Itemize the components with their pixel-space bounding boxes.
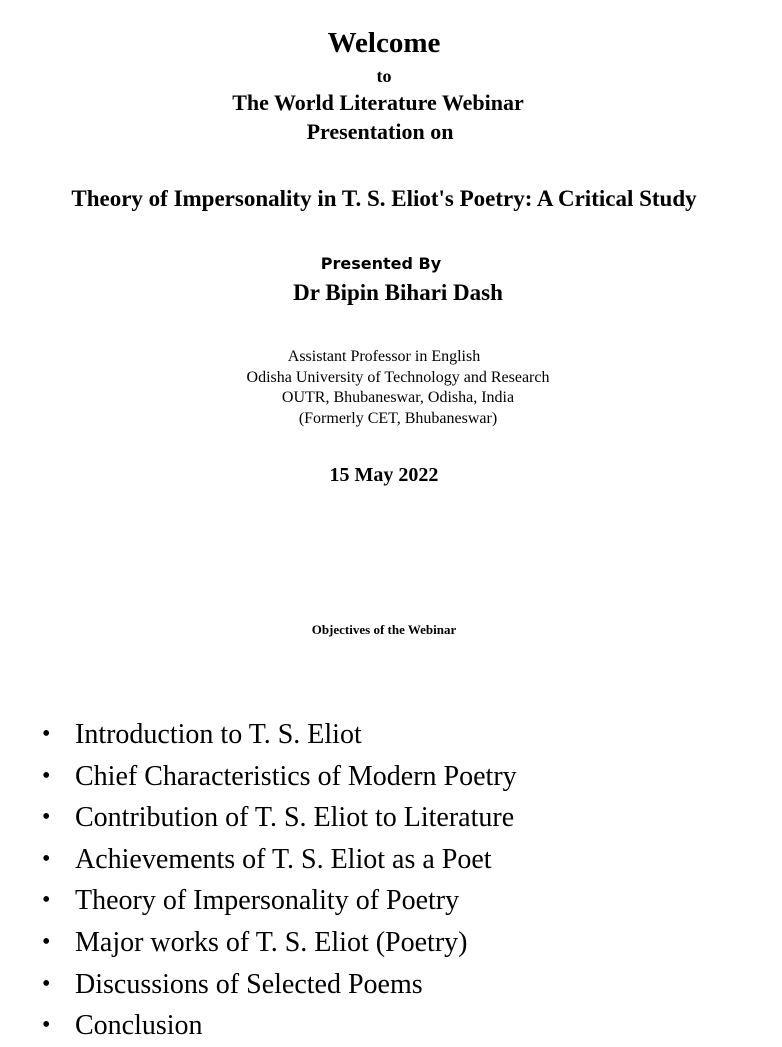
list-item xyxy=(40,839,517,881)
list-item-text: Major works of T. S. Eliot (Poetry) xyxy=(75,926,468,958)
bullet-dot-icon: • xyxy=(42,970,51,997)
list-item xyxy=(40,964,517,1006)
affiliation-university: Odisha University of Technology and Research xyxy=(246,369,550,386)
bullet-dot-icon: • xyxy=(42,887,51,914)
list-item-text: Conclusion xyxy=(75,1010,203,1042)
list-item-text: Discussions of Selected Poems xyxy=(75,968,423,1000)
presenter-name: Dr Bipin Bihari Dash xyxy=(293,280,503,305)
affiliation-location: OUTR, Bhubaneswar, Odisha, India xyxy=(281,389,515,406)
affiliation-position: Assistant Professor in English xyxy=(287,348,481,365)
presentation-title: Theory of Impersonality in T. S. Eliot's Poetry: A Critical Study xyxy=(71,186,697,211)
list-item xyxy=(40,1005,517,1047)
list-item xyxy=(40,797,517,839)
list-item-text: Chief Characteristics of Modern Poetry xyxy=(75,760,517,792)
list-item-text: Achievements of T. S. Eliot as a Poet xyxy=(75,843,492,875)
list-item-text: Introduction to T. S. Eliot xyxy=(75,719,362,750)
list-item-text: Theory of Impersonality of Poetry xyxy=(75,885,460,917)
bullet-dot-icon: • xyxy=(42,845,51,872)
bullet-dot-icon: • xyxy=(42,1012,51,1039)
presentation-date: 15 May 2022 xyxy=(329,464,439,486)
list-item xyxy=(40,922,517,964)
affiliation-former-name: (Formerly CET, Bhubaneswar) xyxy=(298,410,498,427)
list-item xyxy=(40,714,517,756)
to-text: to xyxy=(376,66,392,86)
list-item-text: Contribution of T. S. Eliot to Literature xyxy=(75,802,515,834)
bullet-dot-icon: • xyxy=(42,928,51,955)
bullet-dot-icon: • xyxy=(42,762,51,789)
presentation-on-text: Presentation on xyxy=(306,119,454,144)
welcome-heading: Welcome xyxy=(327,27,441,59)
bullet-dot-icon: • xyxy=(42,804,51,831)
objectives-list xyxy=(40,714,517,1047)
list-item xyxy=(40,880,517,922)
presented-by-label: Presented By xyxy=(320,254,442,273)
list-item xyxy=(40,756,517,798)
bullet-dot-icon: • xyxy=(42,721,51,747)
objectives-heading: Objectives of the Webinar xyxy=(311,622,457,637)
event-name: The World Literature Webinar xyxy=(232,90,524,115)
